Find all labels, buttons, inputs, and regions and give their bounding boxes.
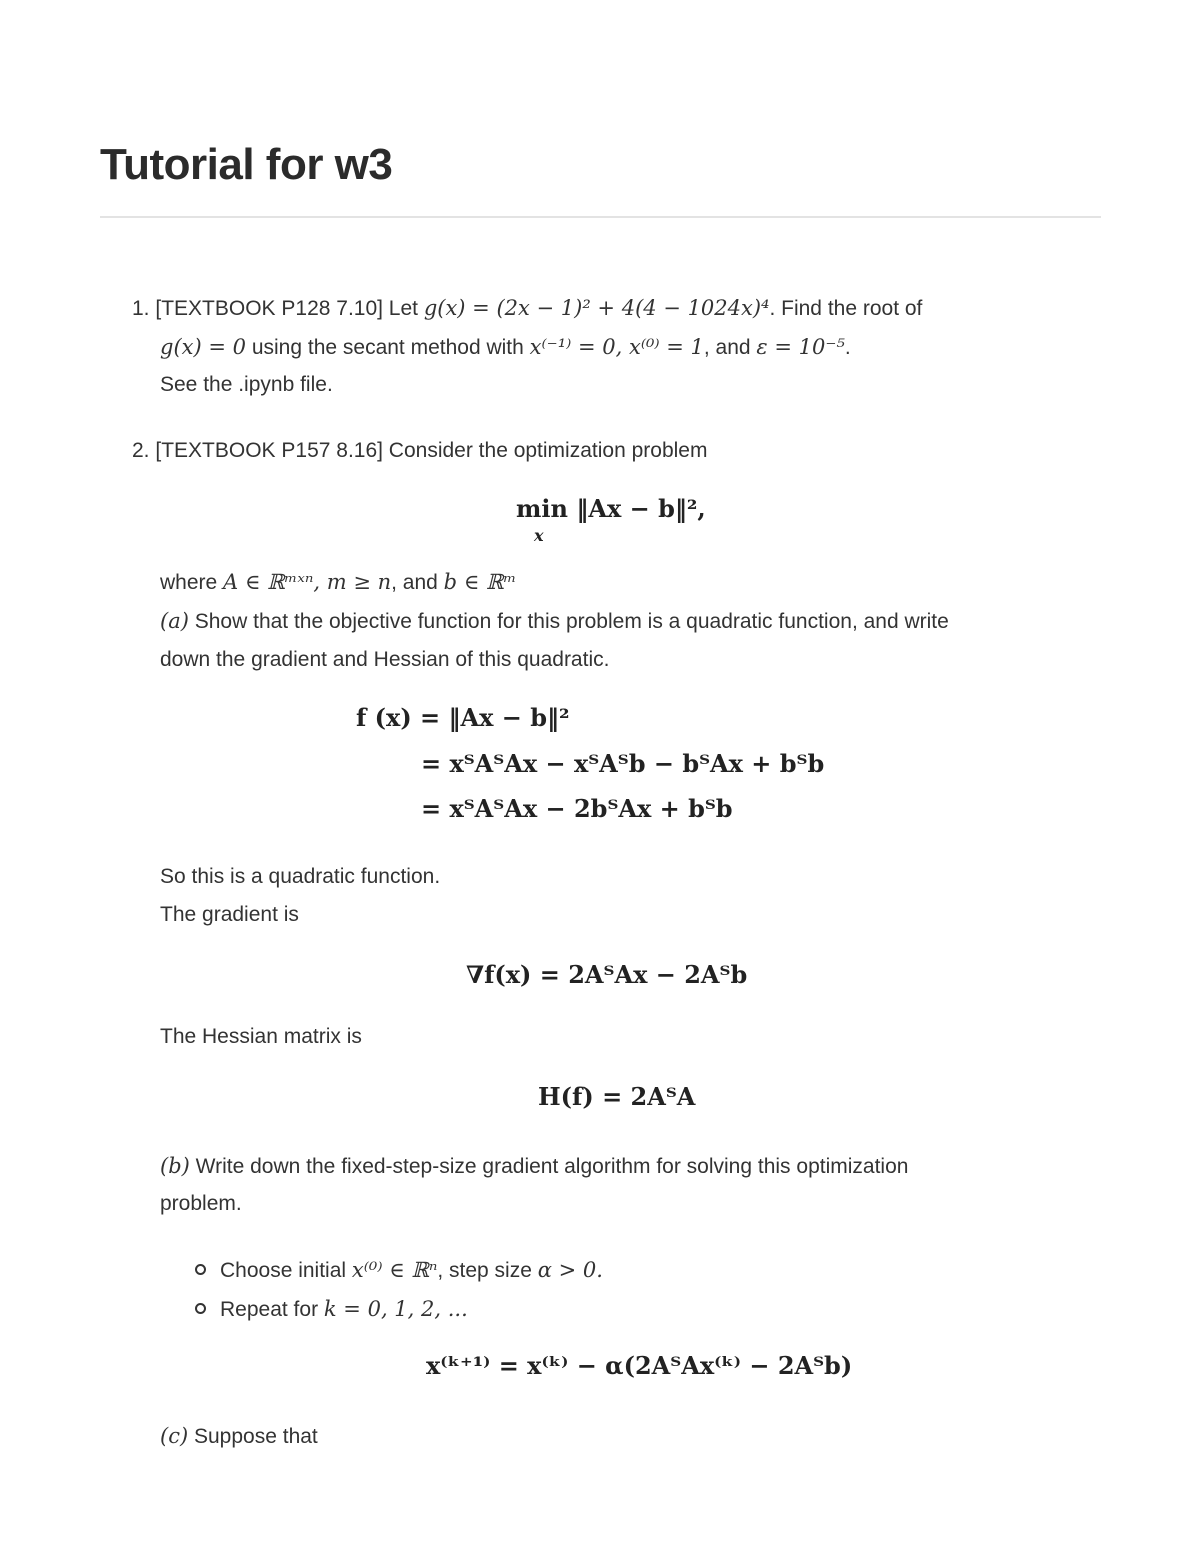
objective-eq-2: = xᵀAᵀAx − xᵀAᵀb − bᵀAx + bᵀb bbox=[421, 749, 825, 778]
bullet-1-text: Choose initial bbox=[220, 1259, 352, 1282]
q1-and-text: , and bbox=[703, 336, 757, 359]
part-a-text-2: down the gradient and Hessian of this quadratic. bbox=[160, 648, 610, 671]
q2-tag: [TEXTBOOK P157 8.16] Consider the optimization problem bbox=[155, 439, 708, 462]
bullet-1-math-2: α > 0. bbox=[537, 1258, 603, 1282]
q1-initial-values: x⁽⁻¹⁾ = 0, x⁽⁰⁾ = 1 bbox=[529, 335, 704, 359]
q1-g-equation: g(x) = 0 bbox=[160, 335, 246, 359]
q1-epsilon: ε = 10⁻⁵ bbox=[756, 335, 845, 359]
part-a-label: (a) bbox=[160, 609, 189, 633]
q2-part-a-line-1 bbox=[160, 606, 949, 637]
bullet-1-math: x⁽⁰⁾ ∈ ℝⁿ bbox=[351, 1258, 438, 1282]
part-a-text-1: Show that the objective function for this problem is a quadratic function, and write bbox=[188, 610, 949, 633]
bullet-1-text-2: , step size bbox=[437, 1259, 538, 1282]
bullet-item-2 bbox=[195, 1294, 468, 1325]
part-c-text: Suppose that bbox=[188, 1425, 318, 1448]
q2-part-c-line bbox=[160, 1421, 318, 1452]
bullet-2-text: Repeat for bbox=[220, 1298, 324, 1321]
part-b-text-2: problem. bbox=[160, 1192, 242, 1215]
hessian-formula: H(f) = 2AᵀA bbox=[538, 1082, 696, 1111]
bullet-circle-icon bbox=[195, 1303, 206, 1314]
part-c-label: (c) bbox=[160, 1424, 189, 1448]
q1-period: . bbox=[844, 336, 851, 359]
q2-part-b-line-1 bbox=[160, 1151, 908, 1182]
q2-number: 2. bbox=[132, 439, 150, 462]
q2-problem-subscript: x bbox=[534, 526, 544, 545]
bullet-circle-icon bbox=[195, 1264, 206, 1275]
q2-b-math: b ∈ ℝᵐ bbox=[443, 570, 517, 594]
q1-number: 1. bbox=[132, 297, 150, 320]
bullet-2-math: k = 0, 1, 2, ... bbox=[323, 1297, 468, 1321]
q2-line-1 bbox=[132, 436, 707, 466]
bullet-item-1 bbox=[195, 1255, 603, 1286]
q1-tag: [TEXTBOOK P128 7.10] Let bbox=[155, 297, 424, 320]
q1-see-note: See the .ipynb file. bbox=[160, 373, 333, 396]
part-b-label: (b) bbox=[160, 1154, 190, 1178]
title-divider bbox=[100, 216, 1101, 218]
q2-where-text: where bbox=[160, 571, 224, 594]
q2-where-line bbox=[160, 567, 516, 598]
q2-and-text: , and bbox=[391, 571, 444, 594]
q1-line-2 bbox=[160, 332, 851, 363]
gradient-intro: The gradient is bbox=[160, 903, 299, 926]
q1-g-definition: g(x) = (2x − 1)² + 4(4 − 1024x)⁴ bbox=[423, 296, 770, 320]
page-title: Tutorial for w3 bbox=[100, 140, 393, 189]
objective-eq-1: f (x) = ‖Ax − b‖² bbox=[356, 703, 570, 732]
q1-using-text: using the secant method with bbox=[245, 336, 530, 359]
q1-find-text: . Find the root of bbox=[769, 297, 923, 320]
q2-problem-formula: min ‖Ax − b‖², bbox=[516, 494, 706, 523]
q1-line-1 bbox=[132, 293, 922, 324]
objective-eq-3: = xᵀAᵀAx − 2bᵀAx + bᵀb bbox=[421, 794, 733, 823]
quadratic-conclusion: So this is a quadratic function. bbox=[160, 865, 441, 888]
gradient-update-formula: x⁽ᵏ⁺¹⁾ = x⁽ᵏ⁾ − α(2AᵀAx⁽ᵏ⁾ − 2Aᵀb) bbox=[426, 1351, 853, 1380]
hessian-intro: The Hessian matrix is bbox=[160, 1025, 362, 1048]
gradient-formula: ∇f(x) = 2AᵀAx − 2Aᵀb bbox=[466, 960, 748, 989]
q2-where-math: A ∈ ℝᵐˣⁿ, m ≥ n bbox=[223, 570, 392, 594]
part-b-text-1: Write down the fixed-step-size gradient algorithm for solving this optimization bbox=[189, 1155, 909, 1178]
